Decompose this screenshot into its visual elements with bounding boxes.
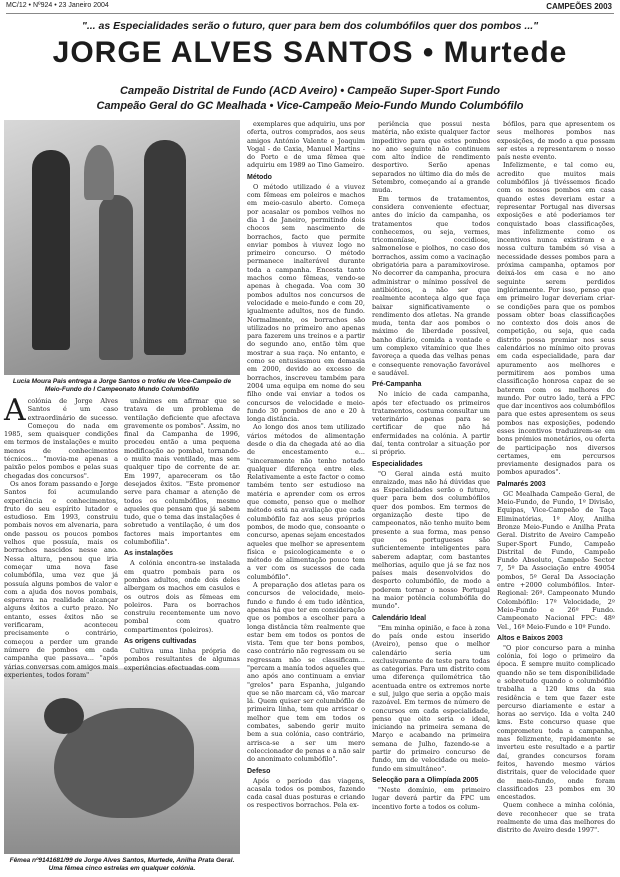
column-paragraph: A preparação dos atletas para os concursos de velocidade, meio-fundo e fundo é em tudo idêntica, apenas há que ter em consideração que os pombos a escolher para a longa distância têm realmente que estar bem em todos os pontos de vista. Tem que ter bons pombos, caso contrário não regressam ou se regressam não se classificam... "percam a manía todos aqueles que ano após ano continuam a enviar "grelos" para Espanha, julgando que se não marcam cá, vão marcar lá. Quem quiser ser columbófilo de primeira linha, tem que arriscar o melhor que tem em todos os combates, sabendo gerir muito bem a sua colónia, caso contrário, arrisca-se a ser um mero coleccionador de penas e a não sair do anonimato columbófilo". xyxy=(247,581,365,764)
column-paragraph: "O Geral ainda está muito enraizado, mas não há dúvidas que as Especialidades serão o futuro, quer para bem dos columbófilos quer dos pombos. Em termos de organização deste tipo de campeonatos, não tenho muito bem presente a sua forma, mas penso que os portugueses são suficientemente inteligentes para saberem adaptar, com bastantes melhorias, aquilo que já se faz nos países mais desenvolvidos do desporto columbófilo, de modo a poderem tornar o nosso Portugal na maior potência columbófila do mundo". xyxy=(372,469,490,611)
headline-quote: "... as Especialidades serão o futuro, quer para bem dos columbófilos quer dos pombos ..." xyxy=(81,20,539,32)
article-column-5 xyxy=(497,120,615,870)
column-paragraph: GC Mealhada Campeão Geral, de Meio-Fundo, de Fundo, 1º Divisão, Equipas, Vice-Campeão de Taça Eliminatórias, 1º Aloy, Anilha Bronze Meio-Fundo e Anilha Prata Geral. Distrito de Aveiro Campeão Super-Sport Fundo, Campeão Distrital de Fundo, Campeão Fundo Absoluto, Campeão Sector 7, 5º Da Associação entre 49054 pombos, 5º Geral Da Associação entre +2000 columbófilos. Inter-Regional: 26º. Campeonato Mundo Colombófilo: 17º Velocidade, 2º Meio-Fundo e 26º Fundo. Campeonato Nacional FPC: 48º Vel., 16º Meio-Fundo e 10º Fundo. xyxy=(497,489,615,631)
section-heading: As instalações xyxy=(124,550,174,558)
column-paragraph: Cultiva uma linha própria de pombos resultantes de algumas experiências efectuadas com xyxy=(124,647,240,672)
article-column-4 xyxy=(372,120,490,870)
column-paragraph: "Em minha opinião, e face à zona do país onde estou inserido (Aveiro), penso que o melhor calendário seria um exclusivamente de teste para todas as categorias. Para um distrito com uma diferença quilométrica tão acentuada entre os extremos norte e sul, julgo que seria a opção mais razoável. Em termos de número de concursos em cada especialidade, penso que oito seria o ideal, iniciando na primeira semana de Março e acabando na primeira semana de Julho, fazendo-se a partir do primeiro concurso de fundo, um de velocidade ou meio-fundo em simultâneo". xyxy=(372,623,490,773)
section-heading: Altos e Baixos 2003 xyxy=(497,634,563,642)
column-paragraph: unânimes em afirmar que se tratava de um problema de ventilação deficiente que afectava gravemente os pombos". Assim, no final da Campanha de 1996, procedeu então a uma pequena modificação ao pombal, tornando-o muito mais ventilado, mas sem qualquer tipo de corrente de ar. Em 1997, apareceram os tão desejados êxitos. "Este promenor serve para chamar a atenção de todos os columbófilos, mesmo aqueles que pensam que já sabem tudo, que o tema das instalações é sobretudo a ventilação, é um dos factores mais importantes em columbofilia". xyxy=(124,397,240,547)
column-paragraph: Ao longo dos anos tem utilizado vários métodos de alimentação desde o dia da chegada até ao dia de encestamento e... "sinceramente não tenho notado qualquer diferença entre eles. Relativamente a este factor o como também tento ser estudioso na matéria e aprender com os erros que cometo, penso que o melhor método está na avaliação que cada columbófilo faz aos seus próprios pombos, de modo que, consoante o concurso, apenas sejam encestados aqueles que melhor se apresentem física e psicologicamente e o método de alimentação pouco tem a ver com os sucessos de cada columbófilo". xyxy=(247,423,365,581)
column-paragraph: No início de cada campanha, após ter efectuado os primeiros tratamentos, costuma consultar um veterinário apenas para se certificar de que não há enfermidades na colónia. A partir daí, tenta controlar a situação por si próprio. xyxy=(372,390,490,457)
page-header xyxy=(0,0,620,16)
section-heading: Selecção para a Olimpíada 2005 xyxy=(372,776,479,784)
column-paragraph: O método utilizado é a viuvez com fêmeas em poleiros e machos em meio-casulo aberto. Começa por acasalar os pombos velhos no dia 1 de Janeiro, permitindo dois chocos sem nascimento de borrachos, facto que permite enviar pombos à viuvez logo no primeiro concurso. O método permanece inalterável durante toda a campanha. Encesta tanto machos como fêmeas, vendo-se apenas à chegada. Voa com 30 pombos adultos nos concursos de velocidade e meio-fundo e com 20, igualmente adultos, nos de fundo. Normalmente, os borrachos são utilizados no primeiro ano apenas para fazerem uns treinos e a partir do segundo ano, então têm que mostrar a sua raça. No entanto, e como se entusiasmou em demasia em 2000, devido ao excesso de borrachos, inscreveu também para 2004 uma equipa em nome do seu filho onde vai enviar a todos os concursos de velocidade e meio-fundo 30 pombos de ano e 20 à longa distância. xyxy=(247,182,365,424)
column-paragraph: "Neste domínio, em primeiro lugar deverá partir da FPC um incentivo forte a todos os colum- xyxy=(372,785,490,811)
section-heading: As origens cultivadas xyxy=(124,638,197,646)
subtitle-line-2: Campeão Geral do GC Mealhada • Vice-Campeão Meio-Fundo Mundo Columbófilo xyxy=(96,100,524,112)
column-paragraph: periência que possui nesta matéria, não existe qualquer factor impeditivo para que estes pombos no ano seguinte não continuem com alto índice de rendimento desportivo. Serão apenas separados no último dia do mês de Setembro, começando aí a grande muda. xyxy=(372,120,490,195)
section-heading: Método xyxy=(247,173,272,181)
column-paragraph: "O pior concurso para a minha colónia, foi logo o primeiro da época. É sempre muito complicado quando não se tem disponibilidade e sobretudo quando o columbófilo trabalha a 120 kms da sua residência e tem que fazer este percurso diariamente e estar a horas ao serviço. Ida e volta 240 kms. Este concurso quase que comprometeu toda a campanha, mas felizmente, rapidamente se inverteu este resultado e a partir daí, grandes concursos foram feitos, havendo mesmo vários distritais, quer de velocidade quer de meio-fundo, onde foram classificados 23 pombos em 30 encestados. xyxy=(497,643,615,802)
person-figure xyxy=(144,140,186,355)
article-column-3 xyxy=(247,120,365,870)
pigeon-head xyxy=(44,698,84,734)
column-paragraph: colónia de Jorge Alves Santos é um caso extraordinário de sucesso. Começou do nada em 1985, sem quaisquer condições em termos de instalações e muito menos de conhecimentos técnicos... "movia-me apenas a paixão pelos pombos e pelas suas chegadas dos concursos". xyxy=(4,397,118,480)
section-heading: Pré-Campanha xyxy=(372,381,422,389)
article-column-2 xyxy=(124,397,240,672)
article-column-1 xyxy=(4,393,118,679)
person-figure xyxy=(99,195,133,360)
person-figure xyxy=(32,150,70,350)
column-paragraph: Quem conhece a minha colónia, deve reconhecer que se trata realmente de uma das melhores do distrito de Aveiro desde 1997". xyxy=(497,801,615,835)
column-paragraph: Em termos de tratamentos, considera conveniente efectuar, antes do início da campanha, os tratamentos que todos conhecemos, ou seja, vermes, tricomoníase, coccidiose, salmonelose e piolhos, no caso dos borrachos, assim como a vacinação obrigatória para a paramixovirose. No decorrer da campanha, procura administrar o mínimo possível de antibióticos, a não ser que realmente aconteça algo que faça baixar significativamente o rendimento dos atletas. Na grande muda, tenta dar aos pombos o máximo de liberdade possível, banho diário, comida a vontade e um complexo vitamínico que lhes favoreça a queda das velhas penas e consequente renovação favorável e saudável. xyxy=(372,194,490,377)
issue-info: MC/12 • Nº924 • 23 Janeiro 2004 xyxy=(6,2,109,9)
trophy-icon xyxy=(84,145,114,200)
column-paragraph: A colónia encontra-se instalada em quatro pombais para os pombos adultos, onde dois deles albergam os machos em casulos e os outros dois as fêmeas em poleiros. Para os borrachos construiu recentemente um novo pombal com quatro compartimentos (poleiros). xyxy=(124,559,240,634)
subtitle-line-1: Campeão Distrital de Fundo (ACD Aveiro) • Campeão Super-Sport Fundo xyxy=(120,85,500,97)
drop-cap: A xyxy=(4,393,26,428)
section-heading: Palmarés 2003 xyxy=(497,480,546,488)
column-paragraph: Infelizmente, e tal como eu, acredito que muitos mais columbófilos já tivéssemos ficado com os nossos pombos em casa quando estes deveriam estar a representar Portugal nas diversas exposições e até poderiamos ter conquistado boas classificações, mas infelizmente como os incentivos nunca existiram e a nossa cultura também só visa a necessidade desses pombos para a próxima campanha, optamos por deixá-los em casa e no ano seguinte serem perdidos inglóriamente. Por isso, penso que em primeiro lugar deveriam criar-se condições para que os pombos possam obter boas classificações no contexto dos dois anos de competição, ou seja, que cada distrito possa premiar nos seus calendários no mínimo oito provas em cada especialidade, para dar apuramento aos melhores e permitirem aos pombos uma classificação honrosa capaz de se baterem com os melhores do mundo. Por outro lado, terá a FPC que dar incentivos aos columbófilos para que estes apresentem os seus pombos nas exposições, podendo esses incentivos traduzirem-se em bons prémios monetários, ou oferta de participação nos diversos certames, em percursos previamente designados para os pombos apurados". xyxy=(497,161,615,477)
section-title: CAMPEÕES 2003 xyxy=(546,2,612,11)
pigeon-photo xyxy=(4,668,240,854)
header-rule xyxy=(6,13,614,14)
photo-caption-2: Fêmea nº9141681/99 de Jorge Alves Santos, Murtede, Anilha Prata Geral. Uma fêmea cinco estrelas em qualquer colónia. xyxy=(9,857,235,872)
column-paragraph: Após o período das viagens, acasala todos os pombos, fazendo cada casal duas posturas e criando os respectivos borrachos. Pela ex- xyxy=(247,776,365,810)
section-heading: Defeso xyxy=(247,767,271,775)
section-heading: Calendário Ideal xyxy=(372,614,427,622)
award-photo xyxy=(4,120,240,375)
column-paragraph: exemplares que adquiriu, uns por oferta, outros comprados, aos seus amigos António Valente e Joaquim Vogal - de Caxia, Manuel Martins - do Porto e de uma fêmea que adquiriu em 1989 ao Tino Gameiro. xyxy=(247,120,365,170)
photo-caption-1: Lucia Moura Pais entrega a Jorge Santos o troféu de Vice-Campeão de Meio-Fundo do I Campeonato Mundo Columbófilo xyxy=(12,378,232,393)
column-paragraph: bófilos, para que apresentem os seus melhores pombos nas exposições, de modo a que possam ser estes a representarem o nosso país neste evento. xyxy=(497,120,615,162)
column-paragraph: Os anos foram passando e Jorge Santos foi acumulando experiência e conhecimentos, fruto do seu espírito lutador e estudioso. Em 1993, construiu pombais novos em alvenaria, para onde passou os poucos pombos velhos que possuía, mais os borrachos nascidos nesse ano. Nessa altura, pensou que iria começar uma nova fase columbófila, uma vez que já possuía alguns pombos de valor e com a ajuda dos novos pombais, esperava na realidade alcançar alguns êxitos a curto prazo. No entanto, esses êxitos não se verificaram, aconteceu precisamente o contrário, começou a perder um grande número de pombos em cada campanha que passava... "após várias conversas com amigos mais experientes, todos foram" xyxy=(4,479,118,679)
section-heading: Especialidades xyxy=(372,460,423,468)
article-title: JORGE ALVES SANTOS • Murtede xyxy=(52,36,568,69)
